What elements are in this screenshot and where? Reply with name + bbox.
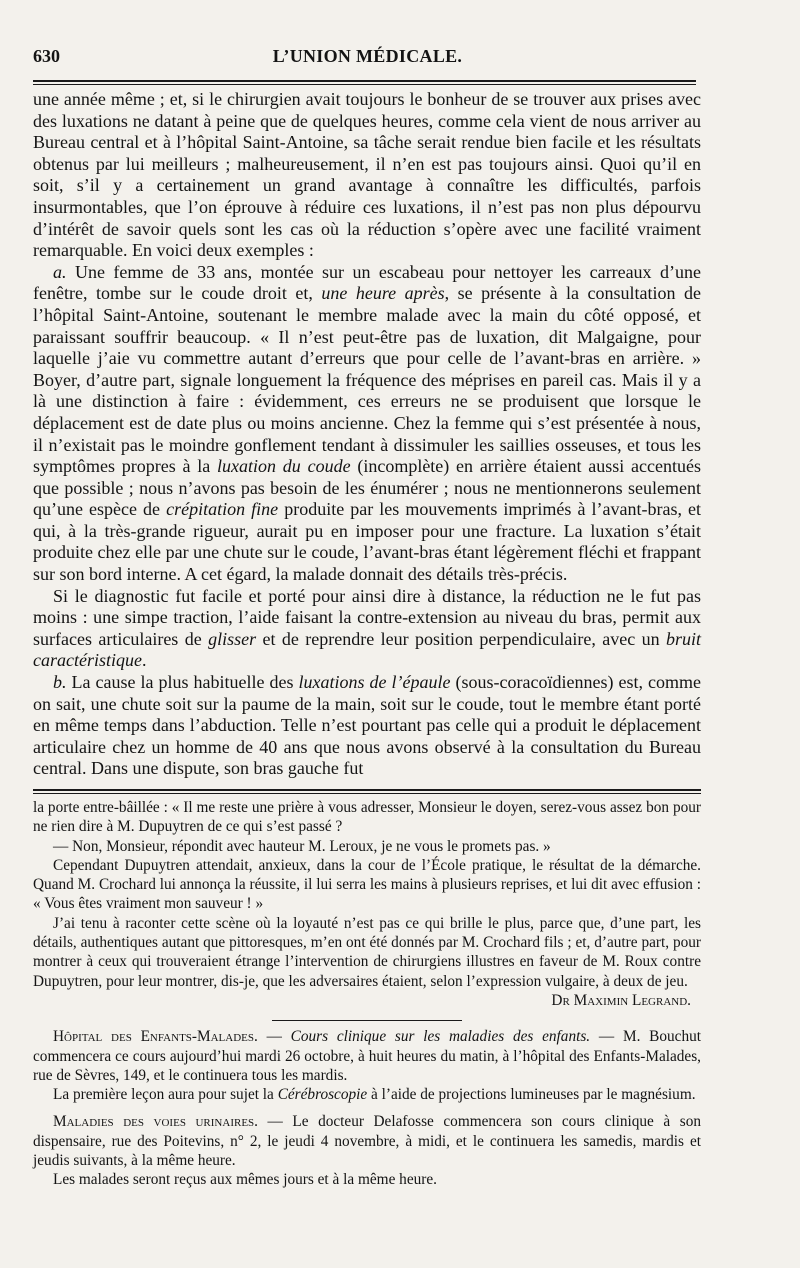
note-paragraph: la porte entre-bâillée : « Il me reste une prière à vous adresser, Monsieur le doyen, serez-vous assez bon pour ne rien dire à M. Dupuytren de ce qui s’est passé ? xyxy=(33,799,701,836)
news-urinaires-second: Les malades seront reçus aux mêmes jours et à la même heure. xyxy=(53,1171,437,1189)
feuilleton-divider-thin xyxy=(33,793,701,794)
news-hopital-second: La première leçon aura pour sujet la Cérébroscopie à l’aide de projections lumineuses par le magnésium. xyxy=(53,1086,696,1104)
case-label: b. xyxy=(53,672,67,693)
paragraph-intro: une année même ; et, si le chirurgien avait toujours le bonheur de se trouver aux prises avec des luxations ne datant à peine que de quelques heures, comme cela vient de nous arriver au Bureau central et à l’hôpital Saint-Antoine, sa tâche serait rendue bien facile et les résultats obtenus par lui meilleurs ; malheureusement, il n’en est pas toujours ainsi. Quoi qu’il en soit, s’il y a certainement un grand avantage à connaître les difficultés, parfois insurmontables, que l’on éprouve à réduire ces luxations, il n’est pas non plus dépourvu d’intérêt de savoir quels sont les cas où la réduction s’opère avec une facilité vraiment remarquable. En voici deux exemples : xyxy=(33,89,701,261)
page-number: 630 xyxy=(33,46,60,66)
paragraph-reduction: Si le diagnostic fut facile et porté pour ainsi dire à distance, la réduction ne le fut pas moins : une simpe traction, l’aide faisant la contre-extension au niveau du bras, permit aux surfaces articulaires de glisser et de reprendre leur position perpendiculaire, avec un bruit caractéristique. xyxy=(33,585,701,671)
header-rule xyxy=(33,80,696,82)
feuilleton-divider xyxy=(33,789,701,791)
note-paragraph: J’ai tenu à raconter cette scène où la loyauté n’est pas ce qui brille le plus, parce que, d’une part, les détails, authentiques autant que pittoresques, m’en ont été donnés par M. Crochard fils ; et, d’autre part, pour montrer à ceux qui trouveraient étrange l’intervention de chirurgiens illustres en faveur de M. Roux contre Dupuytren, pour leur montrer, dis-je, que les adversaires étaient, selon l’expression vulgaire, à deux de jeu. xyxy=(33,914,701,990)
header-rule-thin xyxy=(33,84,696,85)
signature: Dr Maximin Legrand. xyxy=(551,991,691,1009)
page-header xyxy=(33,46,702,70)
news-urinaires: Maladies des voies urinaires. — Le docteur Delafosse commencera son cours clinique à son dispensaire, rue des Poitevins, n° 2, le jeudi 4 novembre, à midi, et le continuera les samedis, mardis et jeudis suivants, à la même heure. xyxy=(33,1113,701,1170)
note-paragraph: Cependant Dupuytren attendait, anxieux, dans la cour de l’École pratique, le résultat de la démarche. Quand M. Crochard lui annonça la réussite, il lui serra les mains à plusieurs reprises, et lui dit avec effusion : « Vous êtes vraiment mon sauveur ! » xyxy=(33,856,701,913)
note-paragraph: — Non, Monsieur, répondit avec hauteur M. Leroux, je ne vous le promets pas. » xyxy=(53,837,551,855)
paragraph-case-a: a. Une femme de 33 ans, montée sur un escabeau pour nettoyer les carreaux d’une fenêtre, tombe sur le coude droit et, une heure après, se présente à la consultation de l’hôpital Saint-Antoine, soutenant le membre malade avec la main du côté opposé, et paraissant souffrir beaucoup. « Il n’est peut-être pas de luxation, dit Malgaigne, pour laquelle j’aie vu commettre autant d’erreurs que pour celle de l’avant-bras en arrière. » Boyer, d’autre part, signale longuement la fréquence des méprises en pareil cas. Mais il y a là une distinction à faire : évidemment, ces erreurs ne se produisent que lorsque le déplacement est de date plus ou moins ancienne. Chez la femme qui s’est présentée à nous, il n’existait pas le moindre gonflement tendant à dissimuler les saillies osseuses, et tous les symptômes propres à la luxation du coude (incomplète) en arrière étaient aussi accentués que possible ; nous n’avons pas besoin de les énumérer ; nous ne mentionnerons seulement qu’une espèce de crépitation fine produite par les mouvements imprimés à l’avant-bras, et qui, à la très-grande rigueur, aurait pu en imposer pour une fracture. La luxation s’était produite chez elle par une chute sur le coude, l’avant-bras étant légèrement fléchi et frappant sur son bord interne. A cet égard, la malade donnait des détails très-précis. xyxy=(33,261,702,585)
paragraph-case-b: b. La cause la plus habituelle des luxations de l’épaule (sous-coracoïdiennes) est, comme on sait, une chute soit sur la paume de la main, soit sur le coude, tout le membre étant porté en même temps dans l’abduction. Telle n’est pourtant pas celle qui a produit le déplacement articulaire chez un homme de 40 ans que nous avons observé à la consultation du Bureau central. Dans une dispute, son bras gauche fut xyxy=(33,672,701,779)
article-body xyxy=(33,89,701,780)
news-hopital: Hôpital des Enfants-Malades. — Cours clinique sur les maladies des enfants. — M. Bouchut commencera ce cours aujourd’hui mardi 26 octobre, à huit heures du matin, à l’hôpital des Enfants-Malades, rue de Sèvres, 149, et le continuera tous les mardis. xyxy=(33,1028,702,1084)
case-label: a. xyxy=(53,261,67,282)
section-rule xyxy=(272,1020,462,1021)
running-title: L’UNION MÉDICALE. xyxy=(272,46,463,66)
feuilleton xyxy=(33,798,701,1190)
news-section xyxy=(33,1027,701,1189)
